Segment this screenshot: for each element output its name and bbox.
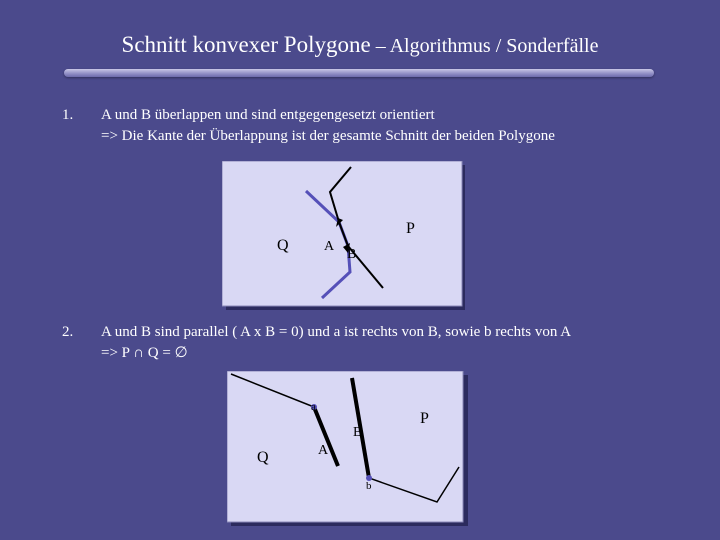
- label-b-small: b: [366, 480, 372, 492]
- label-p: P: [420, 410, 429, 427]
- item-line-2: => Die Kante der Überlappung ist der gesamte Schnitt der beiden Polygone: [101, 128, 555, 144]
- figure-parallel: [227, 371, 468, 526]
- slide-title: [0, 32, 720, 58]
- label-b: B: [353, 425, 363, 440]
- item-line-1: A und B überlappen und sind entgegengesetzt orientiert: [101, 107, 435, 123]
- item-line-1: A und B sind parallel ( A x B = 0) und a ist rechts von B, sowie b rechts von A: [101, 324, 572, 340]
- label-a: A: [324, 239, 335, 254]
- title-dash: –: [370, 35, 390, 57]
- title-sub: Algorithmus / Sonderfälle: [389, 35, 599, 57]
- label-p: P: [406, 220, 415, 237]
- item-number: 1.: [62, 107, 74, 123]
- label-q: Q: [257, 449, 269, 466]
- item-number: 2.: [62, 324, 74, 340]
- label-a-small: a: [311, 401, 316, 413]
- label-q: Q: [277, 237, 289, 254]
- figure-parallel-canvas: [227, 371, 468, 526]
- list-item-1: [0, 105, 720, 149]
- figure-overlap: [222, 161, 465, 310]
- figure-overlap-canvas: [222, 161, 465, 310]
- item-line-2: => P ∩ Q = ∅: [101, 345, 188, 361]
- list-item-2: [0, 322, 720, 366]
- title-underline: [64, 69, 654, 77]
- label-b: B: [347, 247, 357, 262]
- title-main: Schnitt konvexer Polygone: [121, 32, 371, 57]
- label-a: A: [318, 443, 329, 458]
